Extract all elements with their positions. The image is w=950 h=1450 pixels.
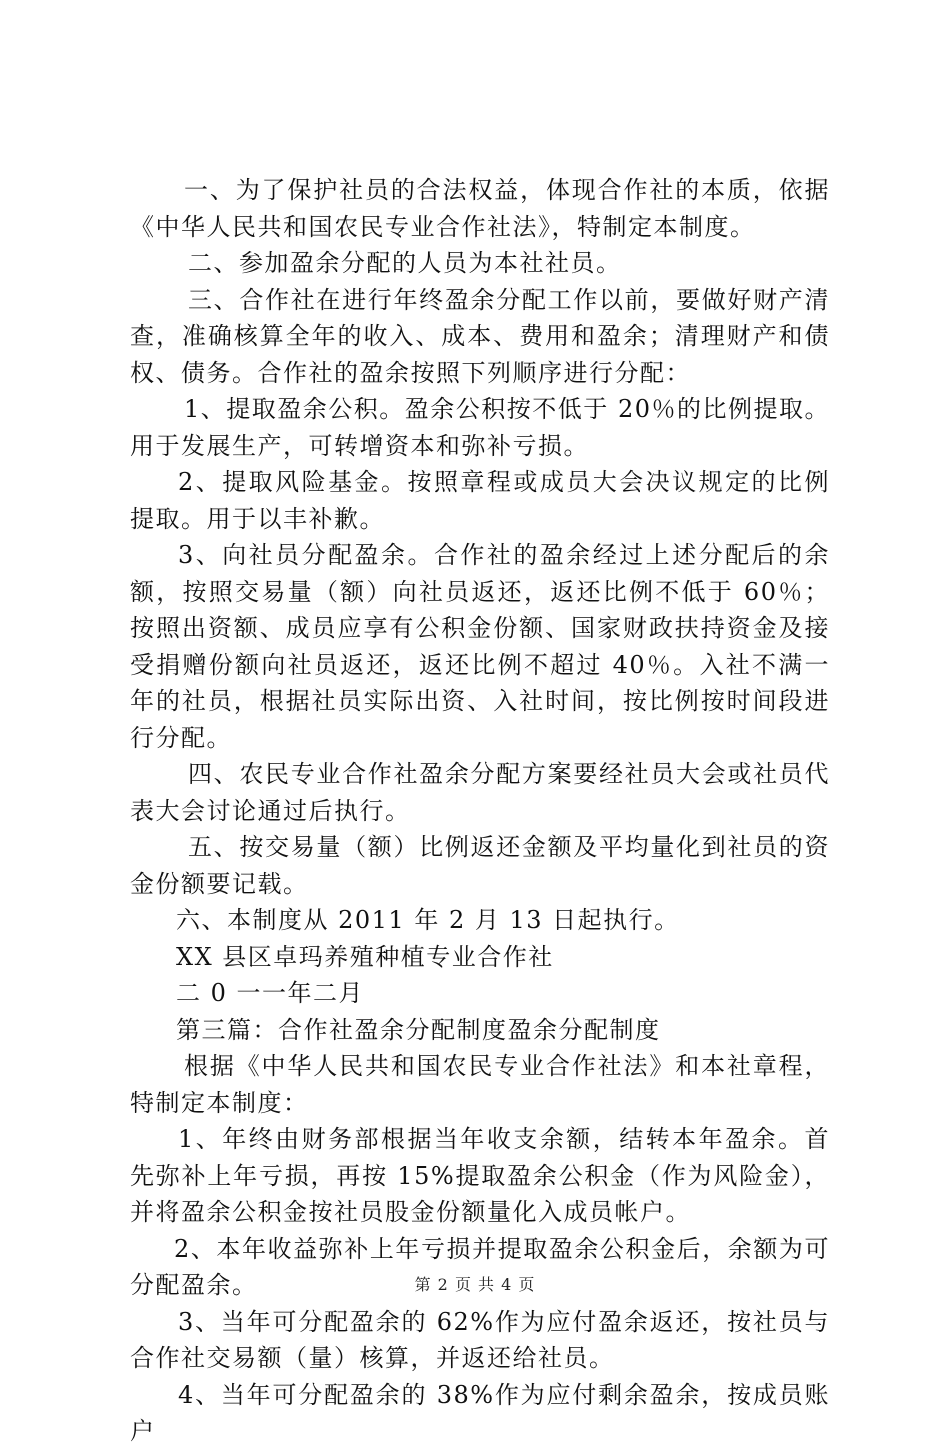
paragraph-4: 1、提取盈余公积。盈余公积按不低于 20％的比例提取。用于发展生产，可转增资本和弥补亏损。 <box>130 395 830 460</box>
paragraph-6: 3、向社员分配盈余。合作社的盈余经过上述分配后的余额，按照交易量（额）向社员返还，返还比例不低于 60％；按照出资额、成员应享有公积金份额、国家财政扶持资金及接受捐赠份额向社员返还，返还比例不超过 40％。入社不满一年的社员，根据社员实际出资、入社时间，按比例按时间段进行分配。 <box>130 541 830 752</box>
document-body <box>130 172 830 1450</box>
paragraph-5: 2、提取风险基金。按照章程或成员大会决议规定的比例提取。用于以丰补歉。 <box>130 468 830 533</box>
organization-name: XX 县区卓玛养殖种植专业合作社 <box>176 942 554 971</box>
date-line: 二 0 一一年二月 <box>176 979 365 1007</box>
paragraph-3: 三、合作社在进行年终盈余分配工作以前，要做好财产清查，准确核算全年的收入、成本、费用和盈余；清理财产和债权、债务。合作社的盈余按照下列顺序进行分配： <box>130 285 830 387</box>
paragraph-12: 2、本年收益弥补上年亏损并提取盈余公积金后，余额为可分配盈余。 <box>130 1234 830 1299</box>
paragraph-13: 3、当年可分配盈余的 62%作为应付盈余返还，按社员与合作社交易额（量）核算，并返还给社员。 <box>130 1307 830 1372</box>
paragraph-10: 根据《中华人民共和国农民专业合作社法》和本社章程，特制定本制度： <box>130 1052 830 1117</box>
page-footer: 第 2 页 共 4 页 <box>414 1275 536 1294</box>
paragraph-1: 一、为了保护社员的合法权益，体现合作社的本质，依据《中华人民共和国农民专业合作社法》，特制定本制度。 <box>130 176 830 241</box>
paragraph-11: 1、年终由财务部根据当年收支余额，结转本年盈余。首先弥补上年亏损，再按 15%提取盈余公积金（作为风险金），并将盈余公积金按社员股金份额量化入成员帐户。 <box>130 1125 830 1226</box>
paragraph-2: 二、参加盈余分配的人员为本社社员。 <box>188 249 622 277</box>
paragraph-9: 六、本制度从 2011 年 2 月 13 日起执行。 <box>176 906 680 934</box>
section-title: 第三篇：合作社盈余分配制度盈余分配制度 <box>176 1015 661 1044</box>
paragraph-7: 四、农民专业合作社盈余分配方案要经社员大会或社员代表大会讨论通过后执行。 <box>130 760 830 825</box>
paragraph-14: 4、当年可分配盈余的 38%作为应付剩余盈余，按成员账户 <box>130 1380 830 1445</box>
paragraph-8: 五、按交易量（额）比例返还金额及平均量化到社员的资金份额要记载。 <box>130 833 830 898</box>
